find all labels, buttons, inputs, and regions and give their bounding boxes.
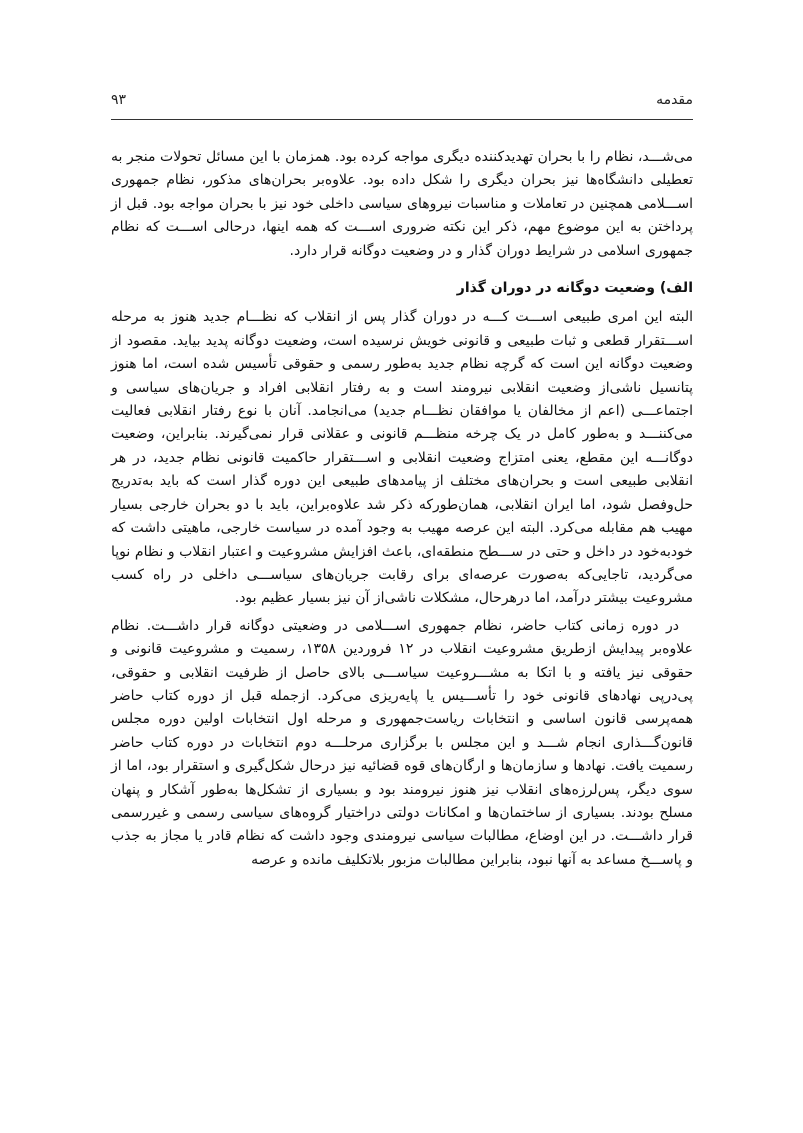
section-heading: الف) وضعیت دوگانه در دوران گذار xyxy=(456,280,693,297)
running-title: مقدمه xyxy=(656,92,693,108)
page-number: ۹۳ xyxy=(111,92,127,108)
page-header xyxy=(111,92,693,116)
header-divider xyxy=(111,119,693,120)
page-body xyxy=(111,146,693,872)
paragraph-dual-status: البته این امری طبیعی اســـت کـــه در دوران گذار پس از انقلاب که نظـــام جدید هنوز به مرحله اســـتقرار قطعی و ثبات طبیعی و قانونی خویش نرسیده است، وضعیت دوگانه پدید بیاید. مقصود از وضعیت دوگانه این است که گرچه نظام جدید به‌طور رسمی و حقوقی تأسیس شده است، اما هنوز پتانسیل ناشی‌از وضعیت انقلابی نیرومند است و به رفتار انقلابی افراد و جریان‌های سیاسی و اجتماعـــی (اعم از مخالفان یا موافقان نظـــام جدید) می‌انجامد. آنان با نوع رفتار انقلابی فعالیت می‌کننـــد و به‌طور کامل در یک چرخه منظـــم قانونی و عقلانی قرار نمی‌گیرند. بنابراین، وضعیت دوگانـــه این مقطع، یعنی امتزاج وضعیت انقلابی و اســـتقرار حاکمیت قانونی نظام جدید، در هر انقلابی طبیعی است و بحران‌های مختلف از پیامدهای طبیعی این دوره گذار است که باید به‌تدریج حل‌وفصل شود، اما ایران انقلابی، همان‌طورکه ذکر شد علاوه‌براین، باید با دو بحران خارجی بسیار مهیب هم مقابله می‌کرد. البته این عرصه مهیب به وجود آمده در سیاست خارجی، ماهیتی داشت که خودبه‌خود در داخل و حتی در ســـطح منطقه‌ای، باعث افزایش مشروعیت و اعتبار انقلاب و نظام نوپا می‌گردید، تاجایی‌که به‌صورت عرصه‌ای برای رقابت جریان‌های سیاســـی داخلی در راه کسب مشروعیت بیشتر درآمد، اما درهرحال، مشکلات ناشی‌از آن نیز بسیار عظیم بود. xyxy=(111,309,693,607)
paragraph-book-period: در دوره زمانی کتاب حاضر، نظام جمهوری اســـلامی در وضعیتی دوگانه قرار داشـــت. نظام علاوه‌بر پیدایش ازطریق مشروعیت انقلاب در ۱۲ فروردین ۱۳۵۸، رسمیت و مشروعیت قانونی و حقوقی نیز یافته و با اتکا به مشـــروعیت سیاســـی بالای حاصل از ظرفیت انقلابی و حقوقی، پی‌درپی نهادهای قانونی خود را تأســـیس یا پایه‌ریزی می‌کرد. ازجمله قبل از دوره کتاب حاضر همه‌پرسی قانون اساسی و انتخابات ریاست‌جمهوری و مرحله اول انتخابات اولین دوره مجلس قانون‌گـــذاری انجام شـــد و این مجلس با برگزاری مرحلـــه دوم انتخابات در دوره کتاب حاضر رسمیت یافت. نهادها و سازمان‌ها و ارگان‌های قوه قضائیه نیز درحال شکل‌گیری و استقرار بود، اما از سوی دیگر، پس‌لرزه‌های انقلاب نیز هنوز نیرومند بود و بسیاری از تشکل‌ها به‌طور آشکار و پنهان مسلح بودند. بسیاری از ساختمان‌ها و امکانات دولتی دراختیار گروه‌های سیاسی رسمی و غیررسمی قرار داشـــت. در این اوضاع، مطالبات سیاسی نیرومندی وجود داشت که نظام قادر یا مجاز به جذب و پاســـخ مساعد به آنها نبود، بنابراین مطالبات مزبور بلاتکلیف مانده و عرصه xyxy=(111,617,693,868)
paragraph-intro: می‌شـــد، نظام را با بحران تهدیدکننده دیگری مواجه کرده بود. همزمان با این مسائل تحولات منجر به تعطیلی دانشگاه‌ها نیز بحران دیگری را شکل داده بود. علاوه‌بر بحران‌های مذکور، نظام جمهوری اســـلامی همچنین در تعاملات و مناسبات نیروهای سیاسی داخلی خود نیز با بحران مواجه بود. قبل از پرداختن به این موضوع مهم، ذکر این نکته ضروری اســـت که همه اینها، درحالی اســـت که نظام جمهوری اسلامی در شرایط دوران گذار و در وضعیت دوگانه قرار دارد. xyxy=(111,149,693,259)
